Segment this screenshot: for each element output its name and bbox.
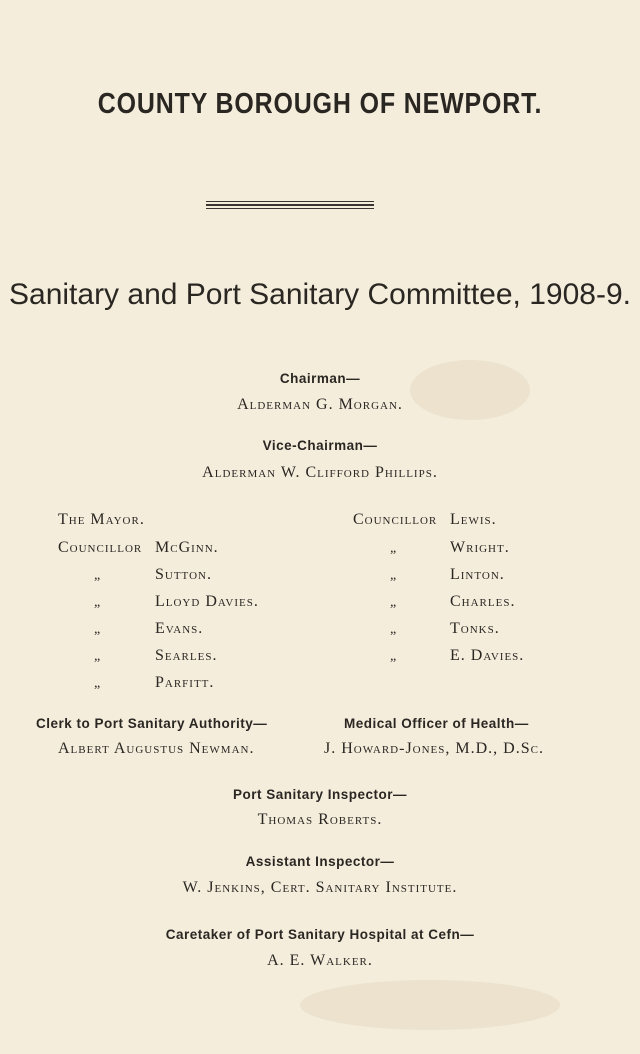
member-title: Councillor [58,539,143,556]
ditto-mark: „ [94,622,101,637]
member-name: Tonks. [450,620,500,637]
clerk-name: Albert Augustus Newman. [58,740,255,757]
ditto-mark: „ [390,541,397,556]
ditto-mark: „ [390,568,397,583]
title-divider [206,204,374,206]
clerk-heading: Clerk to Port Sanitary Authority— [36,716,268,731]
assistant-heading: Assistant Inspector— [245,854,395,869]
caretaker-name: A. E. Walker. [267,952,373,969]
member-name: Charles. [450,593,516,610]
title-divider [206,208,374,209]
member-name: Searles. [155,647,218,664]
member-name: McGinn. [155,539,219,556]
member-name: Sutton. [155,566,212,583]
vice-chairman-heading: Vice-Chairman— [262,438,378,453]
inspector-heading: Port Sanitary Inspector— [232,787,408,802]
caretaker-heading: Caretaker of Port Sanitary Hospital at Cefn— [165,927,475,942]
ditto-mark: „ [94,649,101,664]
title-divider [206,201,374,202]
member-name: Lewis. [450,511,497,528]
ditto-mark: „ [94,676,101,691]
member-name: Lloyd Davies. [155,593,259,610]
page-title: COUNTY BOROUGH OF NEWPORT. [97,88,543,120]
chairman-name: Alderman G. Morgan. [237,396,403,413]
assistant-name: W. Jenkins, Cert. Sanitary Institute. [182,879,458,896]
member-name: E. Davies. [450,647,525,664]
member-mayor: The Mayor. [58,511,145,528]
medical-officer-heading: Medical Officer of Health— [344,716,529,731]
member-name: Parfitt. [155,674,215,691]
member-title: Councillor [353,511,438,528]
chairman-heading: Chairman— [279,371,361,386]
member-name: Evans. [155,620,204,637]
paper-stain [300,980,560,1030]
ditto-mark: „ [390,595,397,610]
ditto-mark: „ [390,622,397,637]
ditto-mark: „ [94,595,101,610]
committee-title: Sanitary and Port Sanitary Committee, 1908-9. [9,278,631,311]
ditto-mark: „ [390,649,397,664]
medical-officer-name: J. Howard-Jones, M.D., D.Sc. [324,740,544,757]
member-name: Linton. [450,566,505,583]
inspector-name: Thomas Roberts. [257,811,383,828]
vice-chairman-name: Alderman W. Clifford Phillips. [202,464,438,481]
member-name: Wright. [450,539,510,556]
ditto-mark: „ [94,568,101,583]
